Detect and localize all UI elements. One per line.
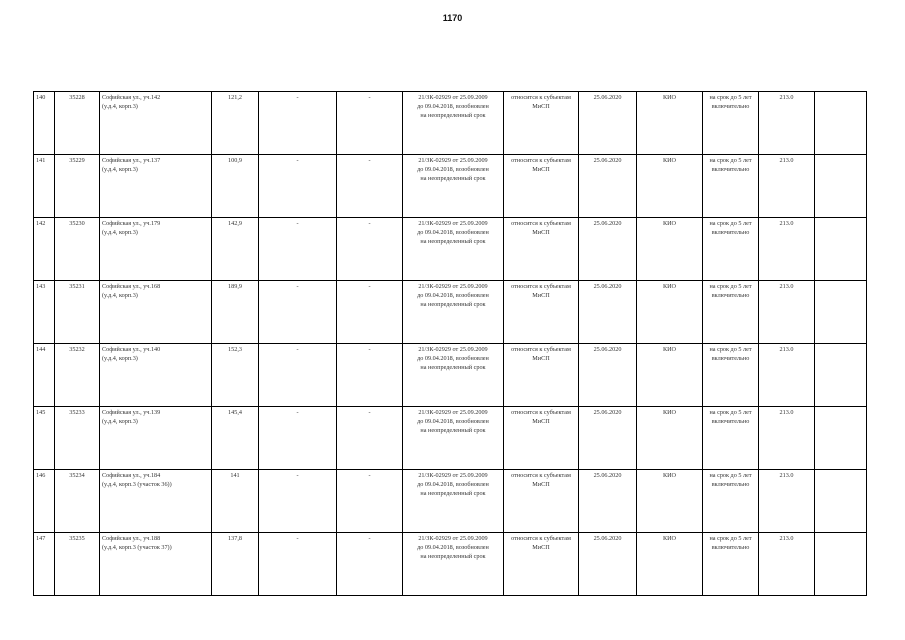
contract-term: до 09.04.2018, возобновлен (417, 103, 489, 110)
empty-value-cell: - (337, 92, 403, 155)
contract-number: 21/ЗК-02929 от 25.09.2009 (418, 535, 488, 542)
date-cell: 25.06.2020 (579, 281, 637, 344)
sme-status-text: относится к субъектам (511, 94, 571, 101)
area-cell: 121,2 (212, 92, 259, 155)
empty-value-cell: - (337, 218, 403, 281)
contract-renewal: на неопределенный срок (420, 301, 486, 308)
area-cell: 141 (212, 470, 259, 533)
sme-status-abbr: МиСП (532, 292, 550, 299)
object-code-cell: 35235 (55, 533, 100, 596)
empty-value-cell: - (337, 344, 403, 407)
date-cell: 25.06.2020 (579, 470, 637, 533)
row-number-cell: 146 (34, 470, 55, 533)
contract-cell (403, 281, 504, 344)
address-street: Софийская ул., уч.168 (102, 283, 161, 290)
address-building: (у.д.4, корп.3) (102, 166, 138, 173)
classifier-cell: 213.0 (759, 155, 815, 218)
date-cell: 25.06.2020 (579, 155, 637, 218)
page-number: 1170 (442, 13, 463, 23)
empty-cell (815, 407, 867, 470)
date-cell: 25.06.2020 (579, 92, 637, 155)
empty-value-cell: - (259, 407, 337, 470)
lease-term-text: на срок до 5 лет (709, 472, 752, 479)
empty-value-cell: - (259, 92, 337, 155)
row-number-cell: 144 (34, 344, 55, 407)
organization-cell: КИО (637, 218, 703, 281)
contract-number: 21/ЗК-02929 от 25.09.2009 (418, 472, 488, 479)
area-cell: 189,9 (212, 281, 259, 344)
table-row (34, 533, 867, 596)
empty-value-cell: - (259, 218, 337, 281)
address-cell (100, 344, 212, 407)
contract-term: до 09.04.2018, возобновлен (417, 292, 489, 299)
area-cell: 100,9 (212, 155, 259, 218)
contract-number: 21/ЗК-02929 от 25.09.2009 (418, 220, 488, 227)
area-cell: 142,9 (212, 218, 259, 281)
contract-term: до 09.04.2018, возобновлен (417, 481, 489, 488)
contract-number: 21/ЗК-02929 от 25.09.2009 (418, 157, 488, 164)
sme-status-cell (504, 92, 579, 155)
empty-value-cell: - (259, 155, 337, 218)
lease-term-inclusive: включительно (711, 166, 750, 173)
empty-value-cell: - (337, 407, 403, 470)
object-code-cell: 35228 (55, 92, 100, 155)
object-code-cell: 35231 (55, 281, 100, 344)
contract-renewal: на неопределенный срок (420, 553, 486, 560)
lease-term-inclusive: включительно (711, 481, 750, 488)
contract-cell (403, 218, 504, 281)
contract-renewal: на неопределенный срок (420, 112, 486, 119)
sme-status-abbr: МиСП (532, 481, 550, 488)
classifier-cell: 213.0 (759, 470, 815, 533)
empty-value-cell: - (337, 533, 403, 596)
object-code-cell: 35234 (55, 470, 100, 533)
sme-status-cell (504, 407, 579, 470)
lease-term-inclusive: включительно (711, 103, 750, 110)
lease-term-inclusive: включительно (711, 418, 750, 425)
sme-status-text: относится к субъектам (511, 157, 571, 164)
address-cell (100, 218, 212, 281)
contract-term: до 09.04.2018, возобновлен (417, 544, 489, 551)
lease-term-cell (703, 407, 759, 470)
address-building: (у.д.4, корп.3) (102, 229, 138, 236)
date-cell: 25.06.2020 (579, 218, 637, 281)
contract-number: 21/ЗК-02929 от 25.09.2009 (418, 409, 488, 416)
contract-term: до 09.04.2018, возобновлен (417, 418, 489, 425)
empty-value-cell: - (337, 281, 403, 344)
empty-cell (815, 470, 867, 533)
sme-status-text: относится к субъектам (511, 409, 571, 416)
object-code-cell: 35230 (55, 218, 100, 281)
classifier-cell: 213.0 (759, 533, 815, 596)
row-number-cell: 147 (34, 533, 55, 596)
lease-term-cell (703, 470, 759, 533)
lease-term-inclusive: включительно (711, 229, 750, 236)
address-building: (у.д.4, корп.3) (102, 355, 138, 362)
row-number-cell: 142 (34, 218, 55, 281)
contract-term: до 09.04.2018, возобновлен (417, 166, 489, 173)
lease-term-text: на срок до 5 лет (709, 409, 752, 416)
sme-status-text: относится к субъектам (511, 346, 571, 353)
contract-cell (403, 92, 504, 155)
lease-term-text: на срок до 5 лет (709, 283, 752, 290)
lease-term-cell (703, 218, 759, 281)
sme-status-abbr: МиСП (532, 544, 550, 551)
address-building: (у.д.4, корп.3 (участок 37)) (102, 544, 172, 551)
organization-cell: КИО (637, 470, 703, 533)
area-cell: 137,8 (212, 533, 259, 596)
sme-status-abbr: МиСП (532, 355, 550, 362)
empty-cell (815, 344, 867, 407)
contract-renewal: на неопределенный срок (420, 427, 486, 434)
address-cell (100, 470, 212, 533)
object-code-cell: 35232 (55, 344, 100, 407)
empty-value-cell: - (337, 470, 403, 533)
table-row (34, 92, 867, 155)
lease-term-text: на срок до 5 лет (709, 220, 752, 227)
sme-status-text: относится к субъектам (511, 472, 571, 479)
organization-cell: КИО (637, 281, 703, 344)
empty-cell (815, 218, 867, 281)
object-code-cell: 35229 (55, 155, 100, 218)
classifier-cell: 213.0 (759, 344, 815, 407)
table-row (34, 218, 867, 281)
classifier-cell: 213.0 (759, 218, 815, 281)
empty-value-cell: - (259, 470, 337, 533)
sme-status-text: относится к субъектам (511, 283, 571, 290)
contract-number: 21/ЗК-02929 от 25.09.2009 (418, 283, 488, 290)
row-number-cell: 143 (34, 281, 55, 344)
table-row (34, 155, 867, 218)
organization-cell: КИО (637, 344, 703, 407)
empty-value-cell: - (259, 533, 337, 596)
contract-number: 21/ЗК-02929 от 25.09.2009 (418, 346, 488, 353)
empty-cell (815, 92, 867, 155)
empty-cell (815, 281, 867, 344)
sme-status-abbr: МиСП (532, 229, 550, 236)
area-cell: 152,3 (212, 344, 259, 407)
row-number-cell: 141 (34, 155, 55, 218)
address-street: Софийская ул., уч.184 (102, 472, 161, 479)
lease-term-text: на срок до 5 лет (709, 535, 752, 542)
empty-cell (815, 533, 867, 596)
contract-cell (403, 344, 504, 407)
sme-status-cell (504, 344, 579, 407)
address-street: Софийская ул., уч.139 (102, 409, 161, 416)
table-row (34, 281, 867, 344)
classifier-cell: 213.0 (759, 92, 815, 155)
contract-cell (403, 470, 504, 533)
address-cell (100, 92, 212, 155)
address-street: Софийская ул., уч.142 (102, 94, 161, 101)
contract-term: до 09.04.2018, возобновлен (417, 229, 489, 236)
row-number-cell: 145 (34, 407, 55, 470)
contract-renewal: на неопределенный срок (420, 175, 486, 182)
contract-term: до 09.04.2018, возобновлен (417, 355, 489, 362)
row-number-cell: 140 (34, 92, 55, 155)
empty-value-cell: - (259, 344, 337, 407)
lease-term-text: на срок до 5 лет (709, 94, 752, 101)
lease-term-inclusive: включительно (711, 292, 750, 299)
table-row (34, 344, 867, 407)
lease-term-text: на срок до 5 лет (709, 346, 752, 353)
address-street: Софийская ул., уч.179 (102, 220, 161, 227)
sme-status-abbr: МиСП (532, 103, 550, 110)
organization-cell: КИО (637, 407, 703, 470)
sme-status-abbr: МиСП (532, 166, 550, 173)
object-code-cell: 35233 (55, 407, 100, 470)
address-cell (100, 281, 212, 344)
contract-cell (403, 533, 504, 596)
organization-cell: КИО (637, 533, 703, 596)
date-cell: 25.06.2020 (579, 407, 637, 470)
sme-status-cell (504, 470, 579, 533)
address-building: (у.д.4, корп.3) (102, 292, 138, 299)
address-street: Софийская ул., уч.188 (102, 535, 161, 542)
registry-table (33, 91, 867, 596)
lease-term-cell (703, 155, 759, 218)
lease-term-cell (703, 92, 759, 155)
lease-term-cell (703, 344, 759, 407)
lease-term-inclusive: включительно (711, 544, 750, 551)
sme-status-abbr: МиСП (532, 418, 550, 425)
address-cell (100, 155, 212, 218)
contract-cell (403, 407, 504, 470)
organization-cell: КИО (637, 155, 703, 218)
classifier-cell: 213.0 (759, 281, 815, 344)
table-row (34, 407, 867, 470)
empty-cell (815, 155, 867, 218)
lease-term-inclusive: включительно (711, 355, 750, 362)
empty-value-cell: - (259, 281, 337, 344)
address-cell (100, 533, 212, 596)
date-cell: 25.06.2020 (579, 533, 637, 596)
address-building: (у.д.4, корп.3 (участок 36)) (102, 481, 172, 488)
contract-renewal: на неопределенный срок (420, 364, 486, 371)
organization-cell: КИО (637, 92, 703, 155)
sme-status-cell (504, 155, 579, 218)
sme-status-cell (504, 218, 579, 281)
address-street: Софийская ул., уч.137 (102, 157, 161, 164)
contract-cell (403, 155, 504, 218)
table-row (34, 470, 867, 533)
classifier-cell: 213.0 (759, 407, 815, 470)
lease-term-cell (703, 533, 759, 596)
contract-renewal: на неопределенный срок (420, 490, 486, 497)
contract-number: 21/ЗК-02929 от 25.09.2009 (418, 94, 488, 101)
sme-status-cell (504, 533, 579, 596)
sme-status-text: относится к субъектам (511, 220, 571, 227)
sme-status-cell (504, 281, 579, 344)
lease-term-cell (703, 281, 759, 344)
sme-status-text: относится к субъектам (511, 535, 571, 542)
date-cell: 25.06.2020 (579, 344, 637, 407)
area-cell: 145,4 (212, 407, 259, 470)
address-building: (у.д.4, корп.3) (102, 103, 138, 110)
lease-term-text: на срок до 5 лет (709, 157, 752, 164)
address-cell (100, 407, 212, 470)
contract-renewal: на неопределенный срок (420, 238, 486, 245)
address-building: (у.д.4, корп.3) (102, 418, 138, 425)
address-street: Софийская ул., уч.140 (102, 346, 161, 353)
empty-value-cell: - (337, 155, 403, 218)
